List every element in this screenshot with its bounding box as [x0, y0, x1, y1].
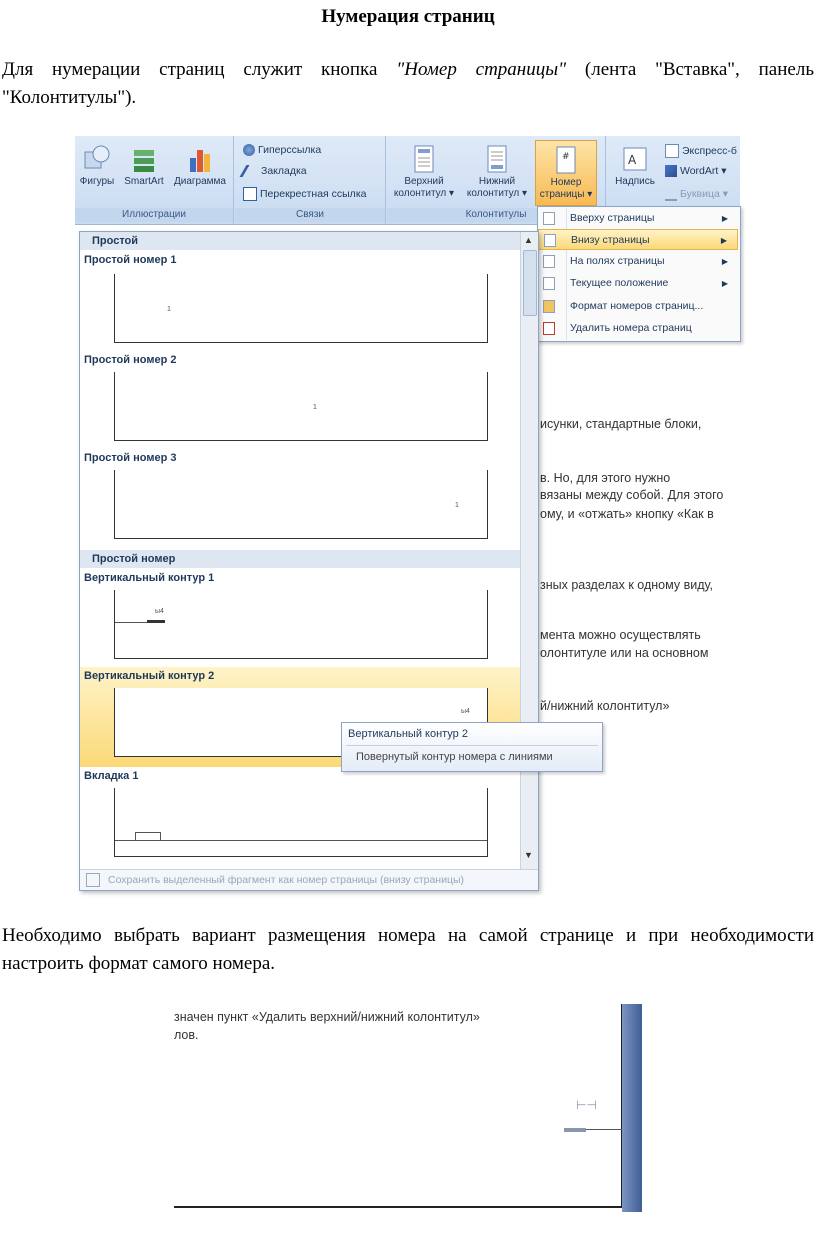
tooltip-separator [346, 745, 598, 746]
gallery-section-header: Простой [80, 232, 520, 250]
crossref-icon [243, 187, 257, 201]
dropcap-button[interactable] [665, 187, 728, 201]
page-number-marker: 1 [313, 404, 317, 411]
menu-item-label: Удалить номера страниц [570, 322, 692, 334]
shapes-label: Фигуры [79, 176, 115, 187]
chart-button[interactable] [169, 144, 231, 188]
menu-item-current-position[interactable] [538, 273, 738, 294]
textbox-button[interactable] [609, 144, 661, 188]
menu-item-label: Внизу страницы [571, 234, 650, 246]
header-label-1: Верхний [404, 176, 444, 187]
menu-item-format-page-numbers[interactable] [538, 296, 738, 317]
gallery-item-vertical-outline-1[interactable] [114, 590, 488, 659]
gallery-item-simple-3[interactable] [114, 470, 488, 539]
page-number-menu [537, 206, 741, 342]
smartart-icon [130, 144, 158, 174]
page-number-marker: 1 [167, 306, 171, 313]
hyperlink-button[interactable] [243, 144, 321, 156]
footer-icon [486, 144, 508, 174]
textbox-icon [622, 144, 648, 174]
window-edge [622, 1004, 642, 1212]
page-preview-screenshot [168, 1004, 642, 1212]
page-number-glyph: ⊢⊣ [576, 1098, 597, 1112]
crossref-button[interactable] [243, 187, 366, 201]
page-number-marker: ы4 [461, 708, 470, 715]
header-icon [413, 144, 435, 174]
header-button[interactable] [389, 144, 459, 200]
number-line [586, 1129, 622, 1130]
number-underline [147, 620, 165, 623]
gallery-footer[interactable] [80, 869, 538, 890]
page-top-icon [543, 212, 555, 225]
tab-line [115, 840, 487, 841]
page-number-gallery [79, 231, 539, 891]
footer-label-2: колонтитул ▾ [466, 188, 528, 199]
bookmark-icon [240, 165, 262, 177]
number-underline [564, 1128, 586, 1132]
save-selection-label: Сохранить выделенный фрагмент как номер страницы (внизу страницы) [108, 874, 465, 886]
page-border-bottom [174, 1206, 622, 1208]
gallery-item-tab-1[interactable] [114, 788, 488, 857]
menu-item-top-of-page[interactable] [538, 208, 738, 229]
gallery-item-label: Простой номер 2 [84, 354, 177, 366]
gallery-tooltip [341, 722, 603, 772]
crossref-label: Перекрестная ссылка [260, 187, 367, 200]
intro-text-italic: "Номер страницы" [396, 59, 567, 80]
tooltip-title: Вертикальный контур 2 [348, 728, 468, 740]
shapes-icon [83, 144, 111, 174]
bg-text-line: в. Но, для этого нужно [540, 471, 671, 485]
menu-item-label: На полях страницы [570, 255, 665, 267]
svg-text:A: A [628, 153, 637, 167]
closing-paragraph: Необходимо выбрать вариант размещения номера на самой странице и при необходимости настроить формат самого номера. [2, 925, 814, 974]
gallery-item-label: Вертикальный контур 1 [84, 572, 215, 584]
hyperlink-icon [243, 144, 255, 156]
bg-text-line: вязаны между собой. Для этого [540, 488, 724, 502]
menu-item-page-margins[interactable] [538, 251, 738, 272]
menu-item-bottom-of-page[interactable] [538, 229, 738, 250]
page-number-label-1: Номер [550, 177, 582, 188]
page-number-marker: ы4 [155, 608, 164, 615]
bg-text-line: олонтитуле или на основном [540, 646, 709, 660]
gallery-item-label: Вертикальный контур 2 [84, 670, 215, 682]
menu-item-label: Текущее положение [570, 277, 669, 289]
save-selection-icon [86, 873, 100, 887]
bookmark-label: Закладка [261, 165, 307, 177]
bg-text-line: ому, и «отжать» кнопку «Как в [540, 507, 714, 521]
scroll-up-icon[interactable]: ▲ [524, 235, 533, 245]
page-number-label-2: страницы ▾ [539, 189, 593, 200]
bg-text-line: зных разделах к одному виду, [540, 578, 713, 592]
tooltip-description: Повернутый контур номера с линиями [356, 751, 553, 763]
page-title: Нумерация страниц [321, 6, 495, 27]
gallery-item-label: Простой номер 1 [84, 254, 177, 266]
format-icon [543, 300, 555, 313]
number-line [115, 622, 147, 623]
express-icon [665, 144, 679, 158]
gallery-item-label: Вкладка 1 [84, 770, 139, 782]
wordart-label: WordArt ▾ [680, 165, 727, 177]
menu-item-remove-page-numbers[interactable] [538, 318, 738, 339]
smartart-label: SmartArt [124, 176, 164, 187]
smartart-button[interactable] [119, 144, 169, 188]
intro-text-b: (лента "Вставка", панель "Колонтитулы"). [2, 59, 814, 108]
menu-item-label: Вверху страницы [570, 212, 655, 224]
submenu-arrow-icon: ▶ [721, 257, 728, 266]
wordart-icon [665, 165, 677, 177]
group-illustrations [75, 136, 234, 224]
gallery-item-simple-2[interactable] [114, 372, 488, 441]
dropcap-icon [665, 187, 677, 201]
menu-item-label: Формат номеров страниц... [570, 300, 704, 312]
group-label: Колонтитулы [387, 208, 605, 222]
header-label-2: колонтитул ▾ [393, 188, 455, 199]
submenu-arrow-icon: ▶ [721, 279, 728, 288]
svg-text:#: # [562, 152, 570, 162]
group-label: Связи [235, 208, 385, 222]
textbox-label: Надпись [615, 176, 655, 187]
scrollbar-thumb[interactable] [523, 250, 537, 316]
group-label: Иллюстрации [75, 208, 233, 222]
bg-text-line: мента можно осуществлять [540, 628, 701, 642]
footer-button[interactable] [461, 144, 533, 200]
page-number-icon [555, 145, 577, 175]
chart-icon [186, 144, 214, 174]
submenu-arrow-icon: ▶ [721, 214, 728, 223]
bookmark-button[interactable] [243, 165, 307, 177]
bg-text-line: й/нижний колонтитул» [540, 699, 670, 713]
express-label: Экспресс-б [682, 144, 737, 157]
preview-text-line: лов. [174, 1028, 199, 1042]
chart-label: Диаграмма [173, 176, 226, 187]
express-blocks-button[interactable] [665, 144, 737, 158]
page-bottom-icon [544, 234, 556, 247]
page-number-button[interactable] [535, 140, 597, 206]
page-margin-icon [543, 255, 555, 268]
hyperlink-label: Гиперссылка [258, 144, 322, 156]
remove-icon [543, 322, 555, 335]
intro-text-a: Для нумерации страниц служит кнопка [2, 59, 397, 80]
preview-text-line: значен пункт «Удалить верхний/нижний колонтитул» [174, 1010, 480, 1024]
dropcap-label: Буквица ▾ [680, 187, 728, 200]
gallery-item-label: Простой номер 3 [84, 452, 177, 464]
footer-label-1: Нижний [478, 176, 516, 187]
page-number-marker: 1 [455, 502, 459, 509]
group-links [235, 136, 386, 224]
gallery-section-header: Простой номер [80, 550, 520, 568]
scroll-down-icon[interactable]: ▼ [524, 850, 533, 860]
submenu-arrow-icon: ▶ [720, 236, 727, 245]
gallery-item-simple-1[interactable] [114, 274, 488, 343]
gallery-scrollbar[interactable] [520, 232, 538, 872]
shapes-button[interactable] [75, 144, 119, 188]
wordart-button[interactable] [665, 165, 727, 177]
bg-text-line: исунки, стандартные блоки, [540, 417, 702, 431]
current-position-icon [543, 277, 555, 290]
